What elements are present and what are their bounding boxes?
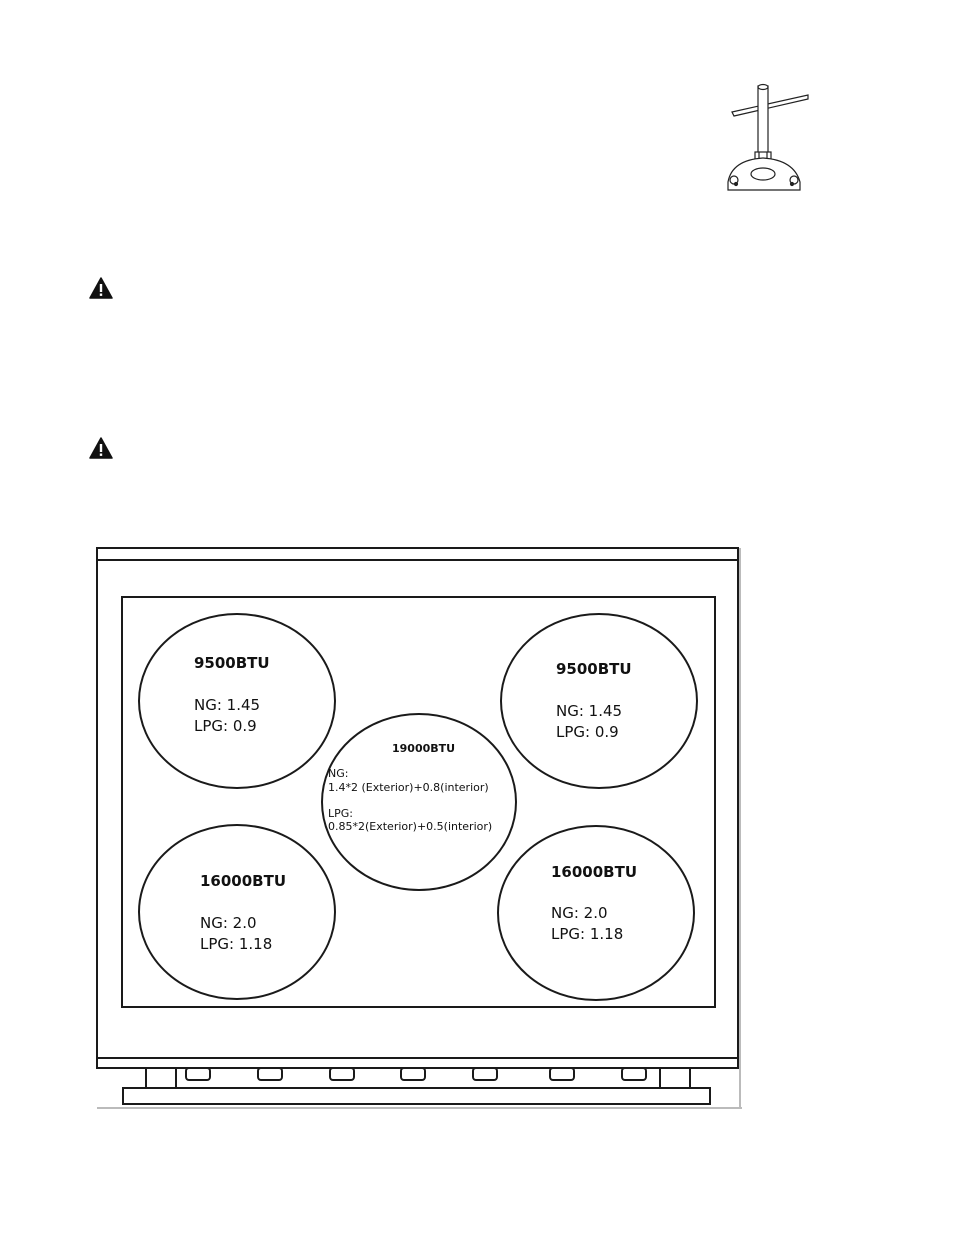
burner-front-left-lpg: LPG: 1.18: [200, 935, 273, 953]
burner-front-right-ng: NG: 2.0: [551, 904, 608, 922]
burner-front-left-ng: NG: 2.0: [200, 914, 257, 932]
knob: [473, 1068, 497, 1080]
burner-rear-left-ng: NG: 1.45: [194, 696, 261, 714]
burner-front-left-btu: 16000BTU: [200, 872, 287, 890]
burner-center-ng-value: 1.4*2 (Exterior)+0.8(interior): [328, 781, 489, 794]
burner-center-ng-label: NG:: [328, 767, 349, 780]
range-base: [123, 1088, 710, 1104]
burner-center-btu: 19000BTU: [392, 742, 456, 755]
burner-rear-right-ng: NG: 1.45: [556, 702, 623, 720]
burner-center-lpg-label: LPG:: [328, 807, 353, 820]
burner-rear-left-btu: 9500BTU: [194, 654, 270, 672]
burner-front-right-btu: 16000BTU: [551, 863, 638, 881]
burner-center: [322, 714, 516, 890]
knob: [186, 1068, 210, 1080]
knob: [401, 1068, 425, 1080]
knob: [622, 1068, 646, 1080]
burner-rear-left-lpg: LPG: 0.9: [194, 717, 257, 735]
burner-rear-right-btu: 9500BTU: [556, 660, 632, 678]
knob: [258, 1068, 282, 1080]
knob: [330, 1068, 354, 1080]
burner-front-left: [139, 825, 335, 999]
burner-rear-right-lpg: LPG: 0.9: [556, 723, 619, 741]
knob: [550, 1068, 574, 1080]
burner-front-right-lpg: LPG: 1.18: [551, 925, 624, 943]
burner-center-lpg-value: 0.85*2(Exterior)+0.5(interior): [328, 820, 493, 833]
